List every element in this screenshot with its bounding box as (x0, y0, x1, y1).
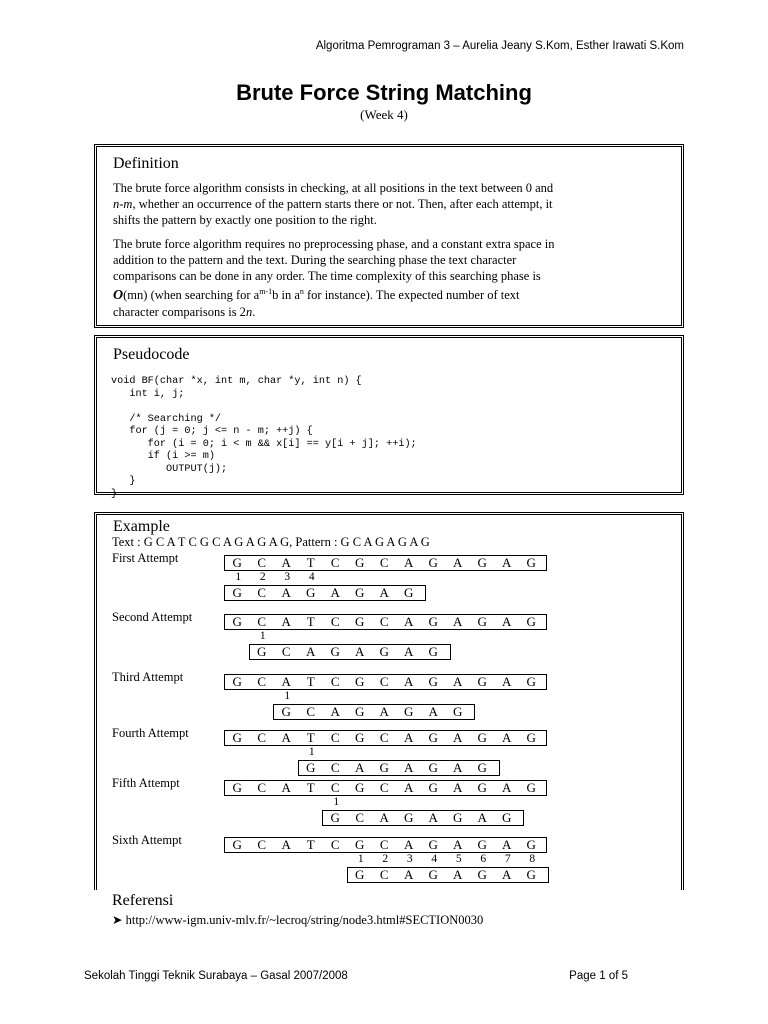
pattern-char: G (453, 810, 463, 825)
pattern-char: G (355, 704, 365, 719)
text-char: C (257, 837, 267, 852)
text-char: C (379, 674, 389, 689)
pattern-char: G (355, 585, 365, 600)
text-char: G (355, 674, 365, 689)
text-char: C (257, 555, 267, 570)
pattern-strip (347, 867, 549, 883)
comparison-number: 2 (259, 571, 266, 583)
comparison-number: 4 (431, 853, 438, 865)
text-char: G (526, 780, 536, 795)
comparison-numbers (226, 571, 324, 583)
text-strip (224, 674, 547, 690)
pattern-strip (224, 585, 426, 601)
pattern-char: C (355, 810, 365, 825)
pattern-char: G (330, 644, 340, 659)
comparison-number: 3 (406, 853, 413, 865)
pattern-char: G (526, 867, 536, 882)
pattern-strip (273, 704, 475, 720)
text-char: A (453, 730, 463, 745)
text-strip (224, 780, 547, 796)
pattern-char: A (379, 585, 389, 600)
text-char: T (306, 837, 315, 852)
text-char: A (453, 555, 463, 570)
attempt-label: Second Attempt (112, 610, 193, 624)
pattern-char: G (404, 704, 414, 719)
text-char: C (257, 780, 267, 795)
text-char: G (232, 730, 242, 745)
text-char: C (330, 555, 340, 570)
text-char: A (502, 730, 512, 745)
text-char: G (477, 674, 487, 689)
attempt-label: First Attempt (112, 551, 179, 565)
comparison-number: 2 (382, 853, 389, 865)
text-char: A (404, 555, 414, 570)
pattern-char: A (428, 704, 438, 719)
definition-box (94, 144, 684, 328)
text-char: T (306, 555, 315, 570)
pattern-char: A (355, 760, 365, 775)
comparison-numbers (275, 690, 300, 702)
pattern-char: G (306, 760, 316, 775)
text-char: A (453, 674, 463, 689)
text-char: C (330, 837, 340, 852)
text-char: T (306, 780, 315, 795)
text-char: G (477, 780, 487, 795)
text-char: G (232, 780, 242, 795)
pattern-strip (322, 810, 524, 826)
pattern-char: G (453, 704, 463, 719)
text-char: A (502, 837, 512, 852)
reference-item (112, 912, 483, 928)
text-char: A (281, 614, 291, 629)
definition-paragraph-2: The brute force algorithm requires no preprocessing phase, and a constant extra space in addition to the pattern and the text. During the searching phase the text character comparisons can be done in any order. The time complexity of this searching phase is O(mn) (when searching for $a^{m-1}b$ in $a^n$ for instance). The expected number of text character comparisons is 2n. (113, 237, 555, 320)
text-char: A (404, 837, 414, 852)
comparison-numbers (300, 746, 325, 758)
comparison-number: 7 (504, 853, 511, 865)
pattern-char: G (428, 867, 438, 882)
text-char: G (355, 730, 365, 745)
comparison-number: 5 (455, 853, 462, 865)
comparison-numbers (349, 853, 545, 865)
text-char: G (428, 674, 438, 689)
footer-left: Sekolah Tinggi Teknik Surabaya – Gasal 2007/2008 (84, 970, 348, 982)
text-char: C (379, 837, 389, 852)
text-char: A (502, 555, 512, 570)
text-char: G (526, 555, 536, 570)
pattern-char: G (257, 644, 267, 659)
comparison-numbers (251, 630, 276, 642)
pattern-char: A (330, 585, 340, 600)
text-char: T (306, 614, 315, 629)
text-char: A (281, 780, 291, 795)
pseudocode-heading: Pseudocode (113, 346, 190, 363)
text-char: T (306, 674, 315, 689)
text-char: G (355, 837, 365, 852)
pattern-char: G (404, 810, 414, 825)
comparison-numbers (324, 796, 349, 808)
pattern-char: G (428, 644, 438, 659)
text-char: G (355, 614, 365, 629)
comparison-number: 1 (357, 853, 364, 865)
text-char: G (232, 614, 242, 629)
text-char: G (477, 837, 487, 852)
pattern-char: A (428, 810, 438, 825)
text-strip (224, 614, 547, 630)
pattern-char: A (330, 704, 340, 719)
text-char: A (281, 555, 291, 570)
text-char: C (257, 614, 267, 629)
text-strip (224, 837, 547, 853)
text-char: A (404, 780, 414, 795)
text-char: C (330, 674, 340, 689)
text-strip (224, 730, 547, 746)
pattern-char: G (355, 867, 365, 882)
text-char: G (477, 730, 487, 745)
arrow-bullet-icon: ➤ (112, 913, 123, 927)
pattern-char: G (477, 760, 487, 775)
pattern-char: G (232, 585, 242, 600)
text-char: G (477, 555, 487, 570)
page-number: Page 1 of 5 (569, 970, 628, 982)
text-char: G (526, 614, 536, 629)
references-heading: Referensi (112, 892, 174, 909)
pattern-char: C (330, 760, 340, 775)
text-char: G (355, 555, 365, 570)
text-char: C (379, 780, 389, 795)
pattern-char: A (355, 644, 365, 659)
pattern-char: C (281, 644, 291, 659)
pattern-char: A (306, 644, 316, 659)
text-char: C (330, 780, 340, 795)
pattern-char: A (404, 867, 414, 882)
text-char: C (379, 730, 389, 745)
text-char: C (257, 674, 267, 689)
pseudocode-block: void BF(char *x, int m, char *y, int n) { int i, j; /* Searching */ for (j = 0; j <= n - m; ++j) { for (i = 0; i < m && x[i] == y[i + j]; ++i); if (i >= m) OUTPUT(j); } } (111, 376, 417, 500)
comparison-number: 6 (480, 853, 487, 865)
definition-paragraph-1: The brute force algorithm consists in checking, at all positions in the text between 0 and n-m, whether an occurrence of the pattern starts there or not. Then, after each attempt, it shifts the pattern by exactly one position to the right. (113, 181, 554, 227)
pattern-char: A (453, 760, 463, 775)
definition-heading: Definition (113, 155, 179, 172)
pattern-char: G (379, 644, 389, 659)
text-char: G (526, 674, 536, 689)
text-char: A (281, 837, 291, 852)
pattern-char: G (477, 867, 487, 882)
pattern-strip (249, 644, 451, 660)
pattern-char: G (428, 760, 438, 775)
text-char: C (379, 614, 389, 629)
text-char: G (428, 614, 438, 629)
reference-link[interactable]: http://www-igm.univ-mlv.fr/~lecroq/string/node3.html#SECTION0030 (125, 913, 484, 927)
pattern-char: G (281, 704, 291, 719)
pattern-strip (298, 760, 500, 776)
text-char: G (232, 837, 242, 852)
comparison-number: 1 (235, 571, 242, 583)
pattern-char: C (257, 585, 267, 600)
text-char: G (232, 555, 242, 570)
pattern-char: C (306, 704, 316, 719)
text-char: G (428, 837, 438, 852)
page-header: Algoritma Pemrograman 3 – Aurelia Jeany S.Kom, Esther Irawati S.Kom (315, 40, 684, 52)
text-char: C (257, 730, 267, 745)
pattern-char: G (404, 585, 414, 600)
text-char: A (453, 780, 463, 795)
text-char: C (379, 555, 389, 570)
attempt-label: Fifth Attempt (112, 776, 180, 790)
text-char: T (306, 730, 315, 745)
comparison-number: 8 (529, 853, 536, 865)
pattern-char: G (379, 760, 389, 775)
example-text-line: Text : G C A T C G C A G A G A G, Pattern : G C A G A G A G (112, 535, 430, 549)
attempt-label: Sixth Attempt (112, 833, 182, 847)
comparison-number: 1 (333, 796, 340, 808)
text-char: G (232, 674, 242, 689)
pseudocode-box (94, 335, 684, 500)
text-char: A (404, 674, 414, 689)
text-char: A (502, 674, 512, 689)
attempt-label: Fourth Attempt (112, 726, 189, 740)
text-char: A (281, 674, 291, 689)
comparison-number: 4 (308, 571, 315, 583)
text-char: G (526, 730, 536, 745)
text-char: A (281, 730, 291, 745)
pattern-char: A (379, 704, 389, 719)
text-char: A (453, 614, 463, 629)
comparison-number: 1 (308, 746, 315, 758)
pattern-char: G (330, 810, 340, 825)
pattern-char: G (502, 810, 512, 825)
pattern-char: A (404, 644, 414, 659)
text-char: G (428, 730, 438, 745)
text-strip (224, 555, 547, 571)
text-char: A (404, 730, 414, 745)
pattern-char: A (404, 760, 414, 775)
pattern-char: A (477, 810, 487, 825)
text-char: G (428, 555, 438, 570)
text-char: A (404, 614, 414, 629)
text-char: A (502, 614, 512, 629)
attempt-label: Third Attempt (112, 670, 184, 684)
pattern-char: G (306, 585, 316, 600)
text-char: C (330, 614, 340, 629)
pattern-char: C (379, 867, 389, 882)
comparison-number: 3 (284, 571, 291, 583)
example-heading: Example (113, 518, 170, 535)
text-char: G (428, 780, 438, 795)
page-subtitle: (Week 4) (360, 107, 408, 122)
pattern-char: A (379, 810, 389, 825)
text-char: C (330, 730, 340, 745)
text-char: A (453, 837, 463, 852)
page-title: Brute Force String Matching (236, 80, 532, 105)
text-char: G (526, 837, 536, 852)
text-char: G (355, 780, 365, 795)
pattern-char: A (453, 867, 463, 882)
pattern-char: A (281, 585, 291, 600)
text-char: A (502, 780, 512, 795)
comparison-number: 1 (284, 690, 291, 702)
pattern-char: A (502, 867, 512, 882)
text-char: G (477, 614, 487, 629)
comparison-number: 1 (259, 630, 266, 642)
